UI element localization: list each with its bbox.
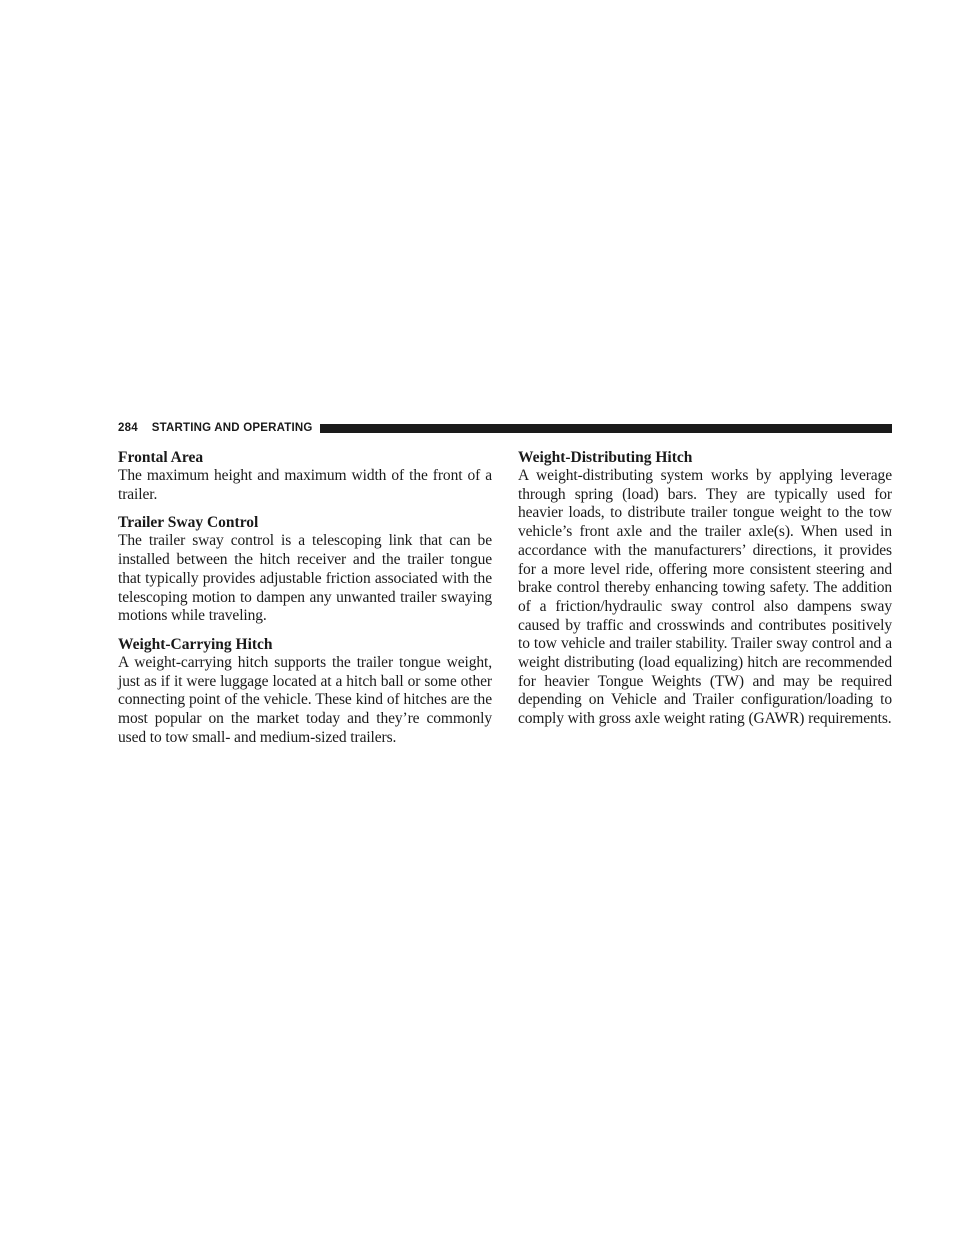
section-heading: Frontal Area [118, 449, 204, 466]
section-heading: Weight-Carrying Hitch [118, 635, 273, 653]
section-trailer-sway-control [118, 513, 492, 626]
section-frontal-area [118, 448, 492, 504]
section-body: A weight-carrying hitch supports the trailer tongue weight, just as if it were luggage located at a hitch ball or some other connecting point of the vehicle. These kind of hitches are the most popular on the market today and they’re commonly used to tow small- and medium-sized trailers. [118, 653, 492, 746]
header-rule [320, 424, 892, 433]
page-number: 284 [118, 422, 138, 434]
section-weight-carrying-hitch [118, 635, 492, 748]
section-title: STARTING AND OPERATING [151, 422, 313, 434]
section-body: The trailer sway control is a telescoping link that can be installed between the hitch receiver and the trailer tongue that typically provides adjustable friction associated with the telescoping motion to dampen any unwanted trailer swaying motions while traveling. [118, 532, 492, 625]
section-heading: Weight-Distributing Hitch [518, 449, 693, 466]
right-column [518, 448, 892, 738]
section-heading: Trailer Sway Control [118, 514, 259, 532]
left-column [118, 448, 492, 756]
section-weight-distributing-hitch [518, 448, 892, 729]
section-body: The maximum height and maximum width of the front of a trailer. [118, 467, 492, 503]
page-header [118, 420, 892, 436]
section-body: A weight-distributing system works by applying leverage through spring (load) bars. They are typically used for heavier loads, to distribute trailer tongue weight to the tow vehicle’s front axle and the trailer axle(s). When used in accordance with the manufacturers’ directions, it provides for a more level ride, offering more consistent steering and brake control thereby enhancing towing safety. The addition of a friction/hydraulic sway control also dampens sway caused by traffic and crosswinds and contributes positively to tow vehicle and trailer stability. Trailer sway control and a weight distributing (load equalizing) hitch are recommended for heavier Tongue Weights (TW) and may be required depending on Vehicle and Trailer configuration/loading to comply with gross axle weight rating (GAWR) requirements. [518, 467, 892, 728]
